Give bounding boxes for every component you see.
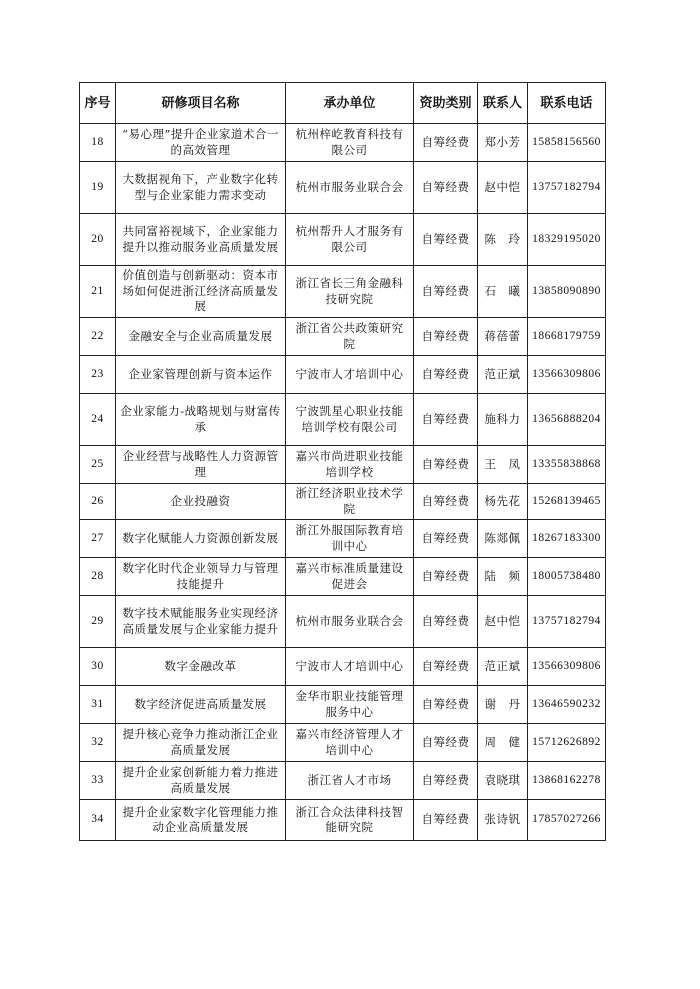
cell-organizer: 嘉兴市经济管理人才培训中心 — [286, 724, 414, 762]
cell-contact: 施科力 — [478, 394, 528, 446]
cell-contact: 赵中恺 — [478, 596, 528, 648]
cell-index: 18 — [80, 124, 116, 162]
cell-organizer: 嘉兴市标准质量建设促进会 — [286, 558, 414, 596]
cell-funding: 自筹经费 — [414, 266, 478, 318]
cell-contact: 范正斌 — [478, 356, 528, 394]
cell-organizer: 浙江合众法律科技智能研究院 — [286, 800, 414, 841]
cell-index: 28 — [80, 558, 116, 596]
cell-contact: 赵中恺 — [478, 162, 528, 214]
table-row — [80, 724, 606, 762]
cell-phone: 18005738480 — [528, 558, 606, 596]
cell-organizer: 金华市职业技能管理服务中心 — [286, 686, 414, 724]
table-row — [80, 214, 606, 266]
cell-index: 33 — [80, 762, 116, 800]
cell-index: 34 — [80, 800, 116, 841]
header-funding: 资助类别 — [414, 83, 478, 124]
table-row — [80, 762, 606, 800]
cell-contact: 谢 丹 — [478, 686, 528, 724]
cell-contact: 陈 玲 — [478, 214, 528, 266]
cell-funding: 自筹经费 — [414, 394, 478, 446]
cell-contact: 杨先花 — [478, 484, 528, 520]
table-row — [80, 596, 606, 648]
table-row — [80, 318, 606, 356]
cell-contact: 陈郯佩 — [478, 520, 528, 558]
table-row — [80, 394, 606, 446]
cell-project: 提升企业家创新能力着力推进高质量发展 — [116, 762, 286, 800]
cell-funding: 自筹经费 — [414, 214, 478, 266]
cell-index: 26 — [80, 484, 116, 520]
cell-funding: 自筹经费 — [414, 648, 478, 686]
cell-index: 21 — [80, 266, 116, 318]
cell-phone: 13757182794 — [528, 596, 606, 648]
cell-index: 32 — [80, 724, 116, 762]
cell-index: 20 — [80, 214, 116, 266]
cell-phone: 13355838868 — [528, 446, 606, 484]
cell-organizer: 杭州梓屹教育科技有限公司 — [286, 124, 414, 162]
cell-project: 企业家管理创新与资本运作 — [116, 356, 286, 394]
cell-contact: 袁晓琪 — [478, 762, 528, 800]
cell-funding: 自筹经费 — [414, 558, 478, 596]
table-row — [80, 520, 606, 558]
cell-index: 22 — [80, 318, 116, 356]
cell-project: 数字技术赋能服务业实现经济高质量发展与企业家能力提升 — [116, 596, 286, 648]
cell-funding: 自筹经费 — [414, 520, 478, 558]
cell-phone: 18329195020 — [528, 214, 606, 266]
cell-phone: 18668179759 — [528, 318, 606, 356]
cell-index: 30 — [80, 648, 116, 686]
cell-project: 企业投融资 — [116, 484, 286, 520]
cell-contact: 石 曦 — [478, 266, 528, 318]
cell-organizer: 杭州市服务业联合会 — [286, 162, 414, 214]
cell-contact: 范正斌 — [478, 648, 528, 686]
cell-index: 24 — [80, 394, 116, 446]
header-contact: 联系人 — [478, 83, 528, 124]
cell-organizer: 杭州市服务业联合会 — [286, 596, 414, 648]
header-index: 序号 — [80, 83, 116, 124]
cell-phone: 18267183300 — [528, 520, 606, 558]
cell-index: 29 — [80, 596, 116, 648]
cell-funding: 自筹经费 — [414, 318, 478, 356]
table-row — [80, 800, 606, 841]
cell-funding: 自筹经费 — [414, 484, 478, 520]
cell-contact: 张诗钒 — [478, 800, 528, 841]
cell-organizer: 浙江外服国际教育培训中心 — [286, 520, 414, 558]
cell-funding: 自筹经费 — [414, 762, 478, 800]
cell-phone: 13656888204 — [528, 394, 606, 446]
cell-contact: 蒋蓓蕾 — [478, 318, 528, 356]
table-row — [80, 124, 606, 162]
cell-project: 共同富裕视域下，企业家能力提升以推动服务业高质量发展 — [116, 214, 286, 266]
table-row — [80, 266, 606, 318]
cell-organizer: 浙江省公共政策研究院 — [286, 318, 414, 356]
table-header-row — [80, 83, 606, 124]
table-row — [80, 558, 606, 596]
cell-project: 数字经济促进高质量发展 — [116, 686, 286, 724]
cell-funding: 自筹经费 — [414, 724, 478, 762]
cell-index: 27 — [80, 520, 116, 558]
table-row — [80, 484, 606, 520]
cell-funding: 自筹经费 — [414, 162, 478, 214]
cell-project: 提升核心竞争力推动浙江企业高质量发展 — [116, 724, 286, 762]
table-row — [80, 648, 606, 686]
table-row — [80, 686, 606, 724]
cell-contact: 周 健 — [478, 724, 528, 762]
cell-project: 大数据视角下，产业数字化转型与企业家能力需求变动 — [116, 162, 286, 214]
cell-project: 数字化时代企业领导力与管理技能提升 — [116, 558, 286, 596]
cell-project: 提升企业家数字化管理能力推动企业高质量发展 — [116, 800, 286, 841]
cell-index: 23 — [80, 356, 116, 394]
cell-organizer: 宁波市人才培训中心 — [286, 356, 414, 394]
cell-organizer: 浙江经济职业技术学院 — [286, 484, 414, 520]
cell-phone: 13858090890 — [528, 266, 606, 318]
cell-phone: 13566309806 — [528, 356, 606, 394]
cell-phone: 15268139465 — [528, 484, 606, 520]
cell-index: 19 — [80, 162, 116, 214]
cell-funding: 自筹经费 — [414, 800, 478, 841]
cell-organizer: 嘉兴市尚进职业技能培训学校 — [286, 446, 414, 484]
table-row — [80, 356, 606, 394]
cell-organizer: 宁波凯星心职业技能培训学校有限公司 — [286, 394, 414, 446]
table-row — [80, 446, 606, 484]
cell-phone: 15712626892 — [528, 724, 606, 762]
header-organizer: 承办单位 — [286, 83, 414, 124]
cell-project: 企业家能力-战略规划与财富传承 — [116, 394, 286, 446]
cell-funding: 自筹经费 — [414, 356, 478, 394]
cell-project: 数字化赋能人力资源创新发展 — [116, 520, 286, 558]
cell-project: 价值创造与创新驱动：资本市场如何促进浙江经济高质量发展 — [116, 266, 286, 318]
table-row — [80, 162, 606, 214]
cell-funding: 自筹经费 — [414, 596, 478, 648]
cell-phone: 13566309806 — [528, 648, 606, 686]
cell-index: 31 — [80, 686, 116, 724]
training-project-table — [79, 82, 606, 841]
cell-organizer: 杭州帮升人才服务有限公司 — [286, 214, 414, 266]
cell-funding: 自筹经费 — [414, 686, 478, 724]
cell-contact: 陆 频 — [478, 558, 528, 596]
cell-project: 金融安全与企业高质量发展 — [116, 318, 286, 356]
document-page — [79, 82, 605, 841]
cell-contact: 郑小芳 — [478, 124, 528, 162]
cell-index: 25 — [80, 446, 116, 484]
cell-phone: 17857027266 — [528, 800, 606, 841]
cell-project: 企业经营与战略性人力资源管理 — [116, 446, 286, 484]
header-project: 研修项目名称 — [116, 83, 286, 124]
cell-funding: 自筹经费 — [414, 446, 478, 484]
cell-phone: 15858156560 — [528, 124, 606, 162]
cell-organizer: 浙江省人才市场 — [286, 762, 414, 800]
header-phone: 联系电话 — [528, 83, 606, 124]
cell-organizer: 浙江省长三角金融科技研究院 — [286, 266, 414, 318]
cell-phone: 13646590232 — [528, 686, 606, 724]
cell-phone: 13868162278 — [528, 762, 606, 800]
cell-project: “易心理”提升企业家道术合一的高效管理 — [116, 124, 286, 162]
cell-phone: 13757182794 — [528, 162, 606, 214]
cell-organizer: 宁波市人才培训中心 — [286, 648, 414, 686]
cell-contact: 王 凤 — [478, 446, 528, 484]
cell-funding: 自筹经费 — [414, 124, 478, 162]
cell-project: 数字金融改革 — [116, 648, 286, 686]
